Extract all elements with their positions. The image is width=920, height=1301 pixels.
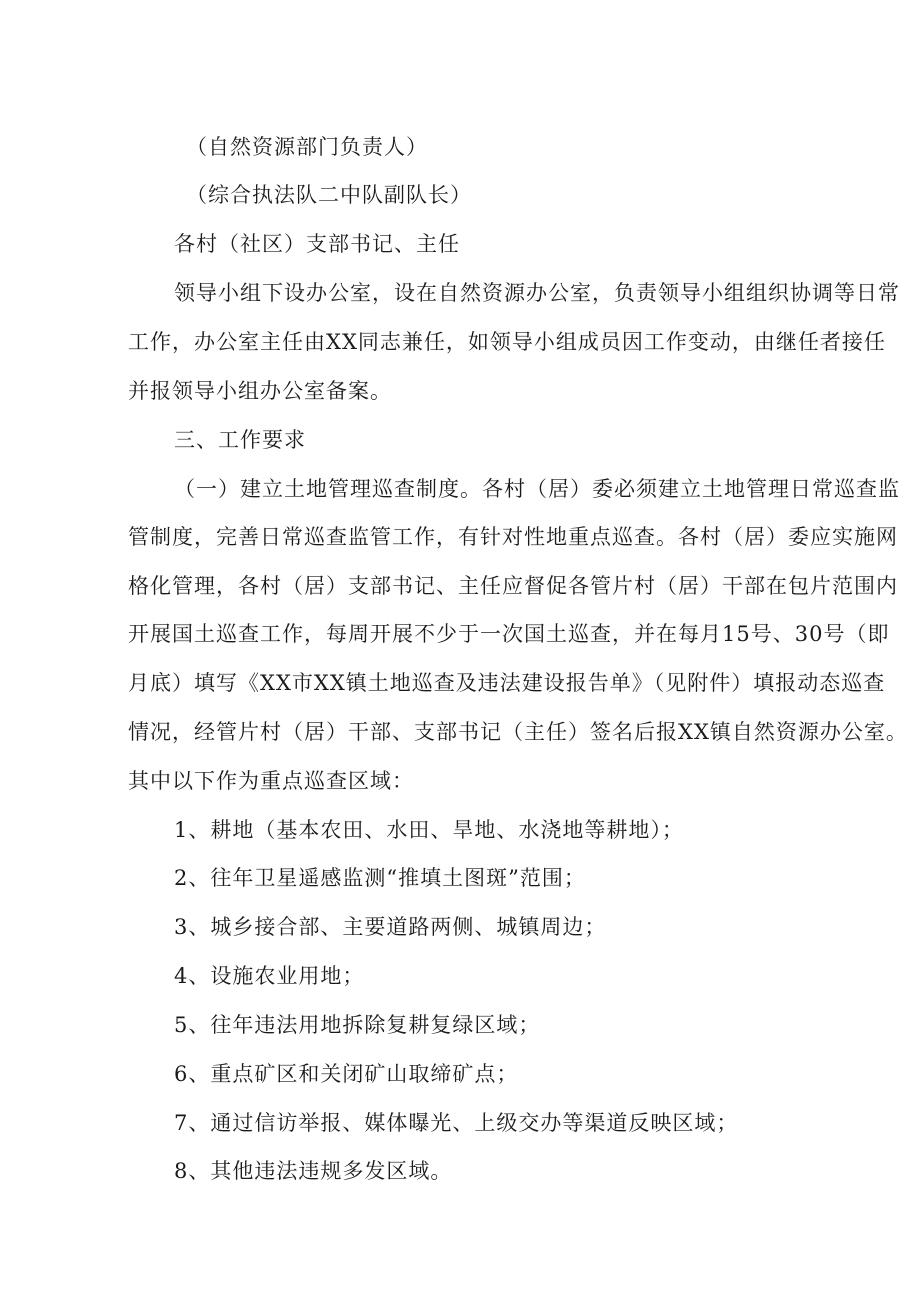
section-heading: 三、工作要求 <box>174 428 306 452</box>
requirement-paragraph-line-4: 开展国土巡查工作，每周开展不少于一次国土巡查，并在每月15号、30号（即 <box>128 622 890 646</box>
list-item: 3、城乡接合部、主要道路两侧、城镇周边； <box>174 915 607 939</box>
list-item: 6、重点矿区和关闭矿山取缔矿点； <box>174 1062 519 1086</box>
requirement-paragraph-line-3: 格化管理，各村（居）支部书记、主任应督促各管片村（居）干部在包片范围内 <box>128 574 898 598</box>
list-item: 4、设施农业用地； <box>174 964 365 988</box>
requirement-paragraph-line-1: （一）建立土地管理巡查制度。各村（居）委必须建立土地管理日常巡查监 <box>174 477 900 501</box>
member-village-secretaries: 各村（社区）支部书记、主任 <box>174 232 460 256</box>
office-paragraph-line-3: 并报领导小组办公室备案。 <box>128 379 392 403</box>
member-enforcement: （综合执法队二中队副队长） <box>186 183 472 207</box>
requirement-paragraph-line-5: 月底）填写《XX市XX镇土地巡查及违法建设报告单》（见附件）填报动态巡查 <box>128 671 886 695</box>
list-item: 1、耕地（基本农田、水田、旱地、水浇地等耕地）； <box>174 818 684 842</box>
requirement-paragraph-line-2: 管制度，完善日常巡查监管工作，有针对性地重点巡查。各村（居）委应实施网 <box>128 525 898 549</box>
list-item: 2、往年卫星遥感监测“推填土图斑”范围； <box>174 866 586 890</box>
office-paragraph-line-1: 领导小组下设办公室，设在自然资源办公室，负责领导小组组织协调等日常 <box>174 281 900 305</box>
requirement-paragraph-line-6: 情况，经管片村（居）干部、支部书记（主任）签名后报XX镇自然资源办公室。 <box>128 720 908 744</box>
list-item: 8、其他违法违规多发区域。 <box>174 1159 453 1183</box>
requirement-paragraph-line-7: 其中以下作为重点巡查区域： <box>128 769 414 793</box>
office-paragraph-line-2: 工作，办公室主任由XX同志兼任，如领导小组成员因工作变动，由继任者接任 <box>128 330 886 354</box>
list-item: 7、通过信访举报、媒体曝光、上级交办等渠道反映区域； <box>174 1111 739 1135</box>
member-natural-resources: （自然资源部门负责人） <box>186 135 428 159</box>
list-item: 5、往年违法用地拆除复耕复绿区域； <box>174 1013 541 1037</box>
